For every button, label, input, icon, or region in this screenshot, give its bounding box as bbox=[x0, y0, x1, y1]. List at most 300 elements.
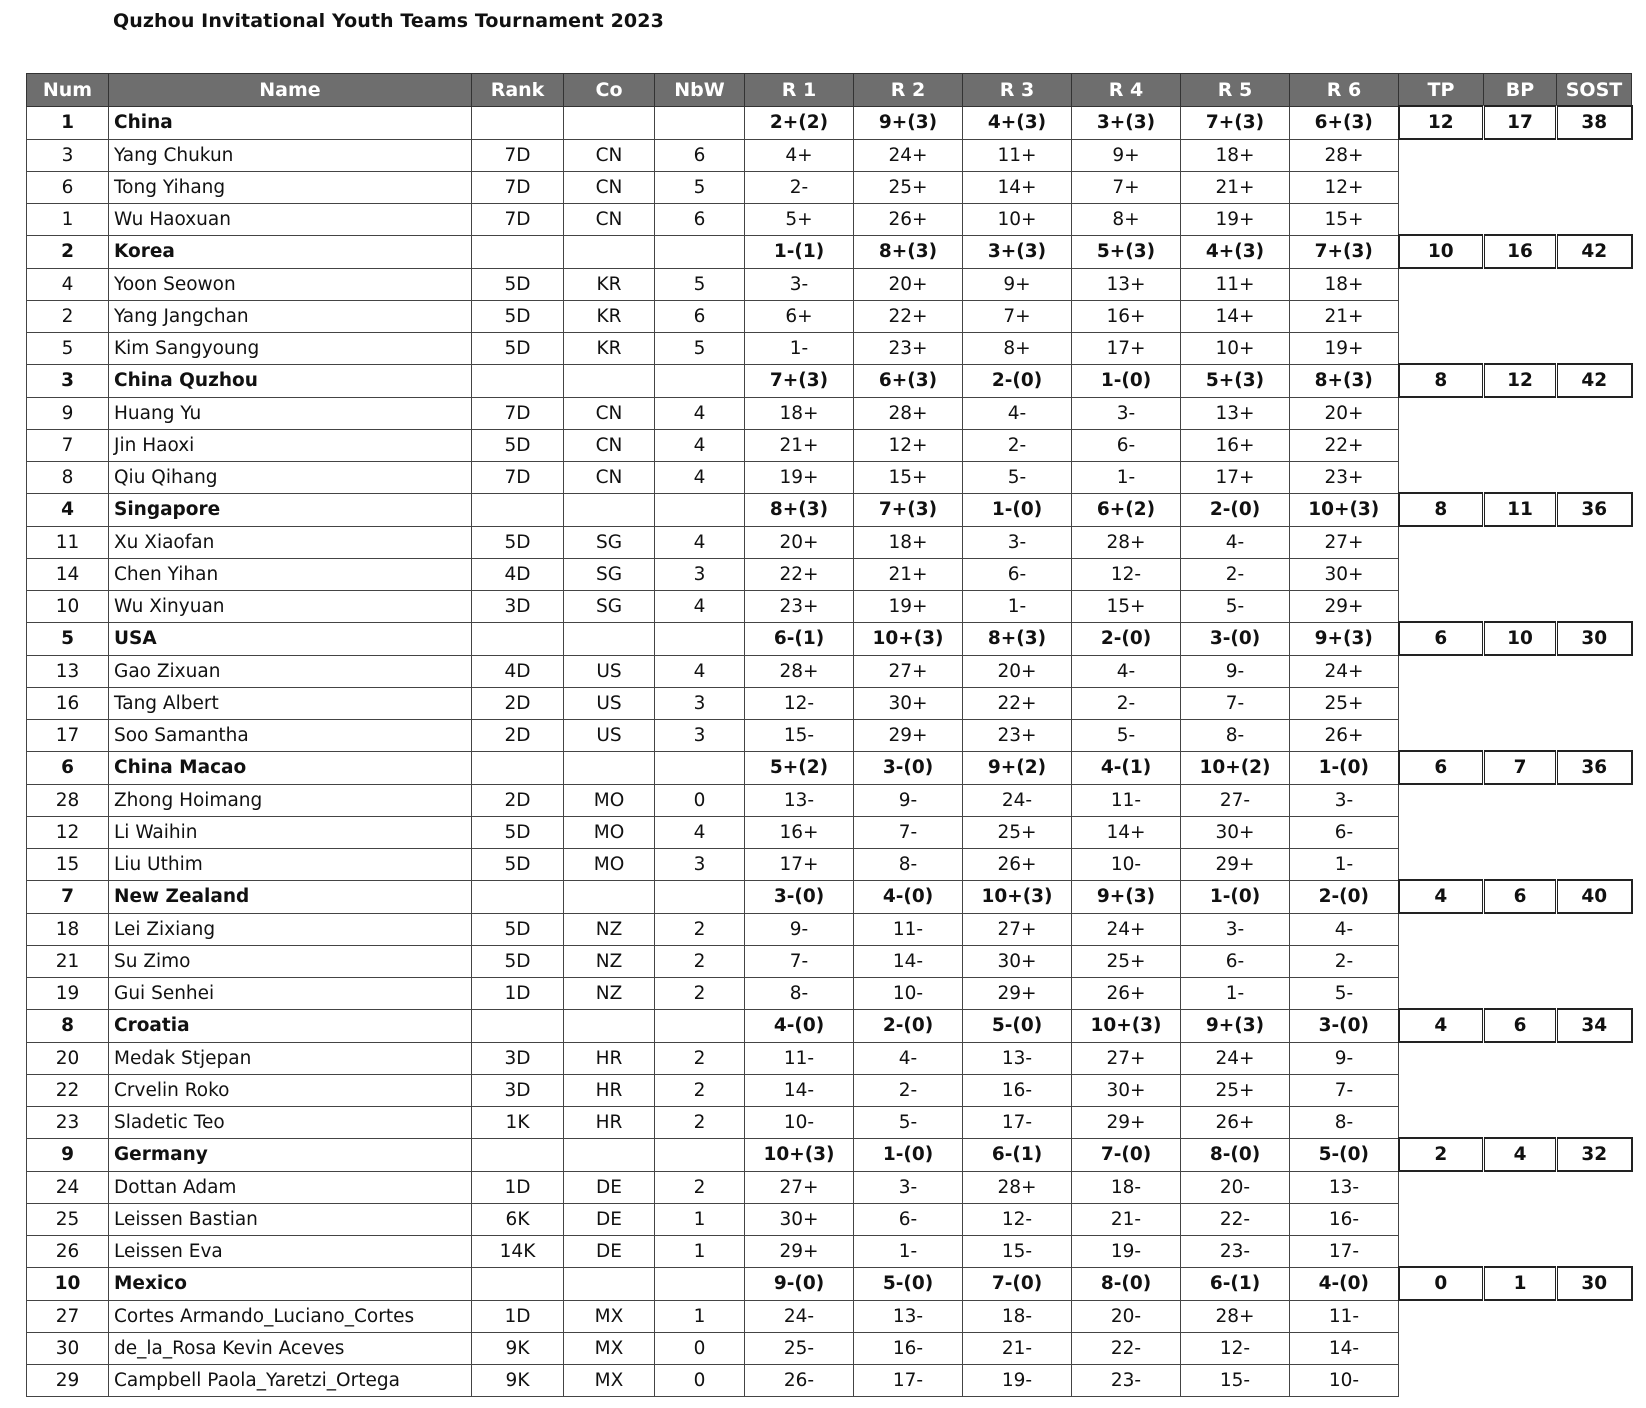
player-round-result: 12- bbox=[963, 1203, 1072, 1235]
team-tp: 8 bbox=[1399, 493, 1484, 526]
empty-cell bbox=[1399, 719, 1484, 751]
team-round-result: 8+(3) bbox=[963, 622, 1072, 655]
player-name: Huang Yu bbox=[109, 397, 472, 429]
empty-cell bbox=[1557, 1106, 1632, 1138]
player-round-result: 13- bbox=[1290, 1171, 1399, 1203]
player-round-result: 29+ bbox=[745, 1235, 854, 1267]
empty-cell bbox=[1557, 526, 1632, 558]
team-round-result: 4-(0) bbox=[1290, 1267, 1399, 1300]
player-round-result: 26+ bbox=[1290, 719, 1399, 751]
player-round-result: 11+ bbox=[1181, 268, 1290, 300]
player-num: 11 bbox=[27, 526, 109, 558]
player-nbw: 4 bbox=[655, 397, 745, 429]
team-round-result: 7+(3) bbox=[854, 493, 963, 526]
player-nbw: 2 bbox=[655, 913, 745, 945]
player-name: Su Zimo bbox=[109, 945, 472, 977]
player-round-result: 27+ bbox=[1290, 526, 1399, 558]
player-rank: 5D bbox=[472, 848, 564, 880]
player-name: Chen Yihan bbox=[109, 558, 472, 590]
player-num: 7 bbox=[27, 429, 109, 461]
player-round-result: 3- bbox=[745, 268, 854, 300]
player-row bbox=[27, 429, 1632, 461]
player-round-result: 6- bbox=[1072, 429, 1181, 461]
player-nbw: 6 bbox=[655, 139, 745, 171]
team-name: Mexico bbox=[109, 1267, 472, 1300]
player-country: KR bbox=[564, 268, 655, 300]
team-nbw bbox=[655, 880, 745, 913]
team-round-result: 8-(0) bbox=[1181, 1138, 1290, 1171]
empty-cell bbox=[1557, 558, 1632, 590]
player-rank: 5D bbox=[472, 429, 564, 461]
empty-cell bbox=[1484, 526, 1557, 558]
empty-cell bbox=[1399, 1332, 1484, 1364]
player-round-result: 4- bbox=[1290, 913, 1399, 945]
empty-cell bbox=[1557, 590, 1632, 622]
player-num: 28 bbox=[27, 784, 109, 816]
player-row bbox=[27, 913, 1632, 945]
player-nbw: 5 bbox=[655, 268, 745, 300]
player-round-result: 1- bbox=[1072, 461, 1181, 493]
header-r2: R 2 bbox=[854, 74, 963, 107]
team-rank bbox=[472, 751, 564, 784]
player-round-result: 29+ bbox=[1290, 590, 1399, 622]
team-nbw bbox=[655, 1267, 745, 1300]
empty-cell bbox=[1399, 1171, 1484, 1203]
player-round-result: 14- bbox=[1290, 1332, 1399, 1364]
empty-cell bbox=[1399, 1042, 1484, 1074]
team-rank bbox=[472, 106, 564, 139]
team-round-result: 1-(0) bbox=[963, 493, 1072, 526]
team-name: China Quzhou bbox=[109, 364, 472, 397]
player-round-result: 22+ bbox=[963, 687, 1072, 719]
empty-cell bbox=[1399, 590, 1484, 622]
player-row bbox=[27, 1300, 1632, 1332]
player-round-result: 30+ bbox=[963, 945, 1072, 977]
team-round-result: 6+(2) bbox=[1072, 493, 1181, 526]
team-round-result: 8+(3) bbox=[854, 235, 963, 268]
team-round-result: 10+(3) bbox=[745, 1138, 854, 1171]
player-round-result: 1- bbox=[963, 590, 1072, 622]
player-country: HR bbox=[564, 1106, 655, 1138]
team-rank bbox=[472, 1138, 564, 1171]
player-round-result: 27+ bbox=[854, 655, 963, 687]
player-row bbox=[27, 1171, 1632, 1203]
player-rank: 2D bbox=[472, 719, 564, 751]
header-bp: BP bbox=[1484, 74, 1557, 107]
player-round-result: 26+ bbox=[1072, 977, 1181, 1009]
team-nbw bbox=[655, 235, 745, 268]
player-round-result: 30+ bbox=[854, 687, 963, 719]
team-round-result: 7+(3) bbox=[745, 364, 854, 397]
player-round-result: 16+ bbox=[745, 816, 854, 848]
player-row bbox=[27, 1364, 1632, 1396]
player-country: NZ bbox=[564, 913, 655, 945]
player-name: Yang Chukun bbox=[109, 139, 472, 171]
player-name: Yang Jangchan bbox=[109, 300, 472, 332]
player-round-result: 2- bbox=[1290, 945, 1399, 977]
player-country: CN bbox=[564, 139, 655, 171]
team-round-result: 1-(0) bbox=[1072, 364, 1181, 397]
team-tp: 2 bbox=[1399, 1138, 1484, 1171]
player-round-result: 10+ bbox=[963, 203, 1072, 235]
team-row bbox=[27, 622, 1632, 655]
player-row bbox=[27, 397, 1632, 429]
team-tp: 8 bbox=[1399, 364, 1484, 397]
player-row bbox=[27, 977, 1632, 1009]
player-round-result: 2- bbox=[854, 1074, 963, 1106]
player-row bbox=[27, 848, 1632, 880]
empty-cell bbox=[1484, 1364, 1557, 1396]
team-co bbox=[564, 1138, 655, 1171]
player-num: 4 bbox=[27, 268, 109, 300]
player-rank: 9K bbox=[472, 1332, 564, 1364]
team-round-result: 5-(0) bbox=[1290, 1138, 1399, 1171]
player-round-result: 9- bbox=[1181, 655, 1290, 687]
team-round-result: 2+(2) bbox=[745, 106, 854, 139]
player-round-result: 21- bbox=[963, 1332, 1072, 1364]
team-round-result: 6+(3) bbox=[854, 364, 963, 397]
player-round-result: 30+ bbox=[1181, 816, 1290, 848]
player-round-result: 7- bbox=[854, 816, 963, 848]
player-country: CN bbox=[564, 461, 655, 493]
player-name: Zhong Hoimang bbox=[109, 784, 472, 816]
empty-cell bbox=[1484, 332, 1557, 364]
team-tp: 4 bbox=[1399, 880, 1484, 913]
empty-cell bbox=[1484, 139, 1557, 171]
empty-cell bbox=[1557, 1074, 1632, 1106]
empty-cell bbox=[1557, 977, 1632, 1009]
player-num: 2 bbox=[27, 300, 109, 332]
team-round-result: 3+(3) bbox=[963, 235, 1072, 268]
team-row bbox=[27, 751, 1632, 784]
team-round-result: 9+(3) bbox=[1072, 880, 1181, 913]
player-nbw: 0 bbox=[655, 1332, 745, 1364]
empty-cell bbox=[1399, 558, 1484, 590]
player-rank: 7D bbox=[472, 397, 564, 429]
player-round-result: 28+ bbox=[854, 397, 963, 429]
player-round-result: 19- bbox=[963, 1364, 1072, 1396]
team-round-result: 4-(0) bbox=[745, 1009, 854, 1042]
team-round-result: 7+(3) bbox=[1181, 106, 1290, 139]
team-round-result: 3-(0) bbox=[745, 880, 854, 913]
player-round-result: 14- bbox=[745, 1074, 854, 1106]
player-num: 14 bbox=[27, 558, 109, 590]
player-round-result: 28+ bbox=[963, 1171, 1072, 1203]
empty-cell bbox=[1484, 1300, 1557, 1332]
player-round-result: 8+ bbox=[963, 332, 1072, 364]
player-country: HR bbox=[564, 1042, 655, 1074]
player-country: MO bbox=[564, 848, 655, 880]
player-round-result: 13- bbox=[745, 784, 854, 816]
player-round-result: 18+ bbox=[1290, 268, 1399, 300]
team-rank bbox=[472, 1267, 564, 1300]
team-round-result: 10+(3) bbox=[963, 880, 1072, 913]
player-round-result: 2- bbox=[745, 171, 854, 203]
team-num: 3 bbox=[27, 364, 109, 397]
empty-cell bbox=[1484, 1203, 1557, 1235]
player-round-result: 28+ bbox=[1181, 1300, 1290, 1332]
player-name: Dottan Adam bbox=[109, 1171, 472, 1203]
player-rank: 3D bbox=[472, 590, 564, 622]
player-round-result: 27+ bbox=[745, 1171, 854, 1203]
player-nbw: 2 bbox=[655, 977, 745, 1009]
player-round-result: 2- bbox=[963, 429, 1072, 461]
team-round-result: 1-(0) bbox=[854, 1138, 963, 1171]
player-round-result: 27- bbox=[1181, 784, 1290, 816]
player-round-result: 7- bbox=[1290, 1074, 1399, 1106]
player-round-result: 15- bbox=[1181, 1364, 1290, 1396]
player-round-result: 11- bbox=[854, 913, 963, 945]
team-tp: 4 bbox=[1399, 1009, 1484, 1042]
player-row bbox=[27, 590, 1632, 622]
player-name: Lei Zixiang bbox=[109, 913, 472, 945]
empty-cell bbox=[1557, 332, 1632, 364]
player-name: Leissen Bastian bbox=[109, 1203, 472, 1235]
empty-cell bbox=[1557, 913, 1632, 945]
player-round-result: 8- bbox=[1181, 719, 1290, 751]
team-round-result: 2-(0) bbox=[1181, 493, 1290, 526]
player-nbw: 4 bbox=[655, 526, 745, 558]
player-name: Leissen Eva bbox=[109, 1235, 472, 1267]
team-nbw bbox=[655, 622, 745, 655]
player-round-result: 13- bbox=[963, 1042, 1072, 1074]
header-r6: R 6 bbox=[1290, 74, 1399, 107]
team-name: Korea bbox=[109, 235, 472, 268]
player-rank: 5D bbox=[472, 526, 564, 558]
empty-cell bbox=[1484, 300, 1557, 332]
player-nbw: 3 bbox=[655, 558, 745, 590]
team-row bbox=[27, 1138, 1632, 1171]
player-round-result: 19+ bbox=[854, 590, 963, 622]
player-round-result: 19+ bbox=[745, 461, 854, 493]
team-sost: 34 bbox=[1557, 1009, 1632, 1042]
player-round-result: 27+ bbox=[963, 913, 1072, 945]
player-round-result: 21+ bbox=[854, 558, 963, 590]
player-round-result: 26+ bbox=[854, 203, 963, 235]
team-round-result: 1-(1) bbox=[745, 235, 854, 268]
team-row bbox=[27, 235, 1632, 268]
team-round-result: 8+(3) bbox=[745, 493, 854, 526]
team-bp: 12 bbox=[1484, 364, 1557, 397]
team-round-result: 5+(2) bbox=[745, 751, 854, 784]
team-num: 7 bbox=[27, 880, 109, 913]
team-round-result: 3-(0) bbox=[1181, 622, 1290, 655]
player-name: Tong Yihang bbox=[109, 171, 472, 203]
player-num: 30 bbox=[27, 1332, 109, 1364]
empty-cell bbox=[1484, 687, 1557, 719]
player-name: Xu Xiaofan bbox=[109, 526, 472, 558]
team-num: 8 bbox=[27, 1009, 109, 1042]
team-name: Germany bbox=[109, 1138, 472, 1171]
header-sost: SOST bbox=[1557, 74, 1632, 107]
player-num: 29 bbox=[27, 1364, 109, 1396]
player-rank: 14K bbox=[472, 1235, 564, 1267]
team-round-result: 10+(2) bbox=[1181, 751, 1290, 784]
player-nbw: 1 bbox=[655, 1203, 745, 1235]
player-round-result: 6- bbox=[1181, 945, 1290, 977]
player-row bbox=[27, 816, 1632, 848]
player-round-result: 22+ bbox=[854, 300, 963, 332]
player-rank: 5D bbox=[472, 300, 564, 332]
header-name: Name bbox=[109, 74, 472, 107]
player-country: US bbox=[564, 655, 655, 687]
empty-cell bbox=[1484, 590, 1557, 622]
player-round-result: 3- bbox=[1290, 784, 1399, 816]
empty-cell bbox=[1557, 848, 1632, 880]
team-round-result: 2-(0) bbox=[1072, 622, 1181, 655]
player-round-result: 4- bbox=[963, 397, 1072, 429]
empty-cell bbox=[1399, 1235, 1484, 1267]
standings-body bbox=[27, 106, 1632, 1396]
player-round-result: 12- bbox=[1072, 558, 1181, 590]
player-round-result: 12- bbox=[1181, 1332, 1290, 1364]
player-round-result: 1- bbox=[1290, 848, 1399, 880]
empty-cell bbox=[1484, 913, 1557, 945]
empty-cell bbox=[1557, 139, 1632, 171]
player-round-result: 20+ bbox=[745, 526, 854, 558]
player-round-result: 24+ bbox=[1290, 655, 1399, 687]
player-round-result: 10- bbox=[854, 977, 963, 1009]
team-co bbox=[564, 106, 655, 139]
team-rank bbox=[472, 622, 564, 655]
player-round-result: 19+ bbox=[1181, 203, 1290, 235]
team-rank bbox=[472, 880, 564, 913]
player-round-result: 10+ bbox=[1181, 332, 1290, 364]
empty-cell bbox=[1484, 268, 1557, 300]
player-country: SG bbox=[564, 558, 655, 590]
player-country: MO bbox=[564, 816, 655, 848]
player-nbw: 4 bbox=[655, 816, 745, 848]
team-num: 4 bbox=[27, 493, 109, 526]
player-round-result: 9- bbox=[1290, 1042, 1399, 1074]
player-nbw: 4 bbox=[655, 429, 745, 461]
team-round-result: 10+(3) bbox=[854, 622, 963, 655]
team-round-result: 5+(3) bbox=[1072, 235, 1181, 268]
empty-cell bbox=[1399, 332, 1484, 364]
empty-cell bbox=[1557, 300, 1632, 332]
player-round-result: 22- bbox=[1072, 1332, 1181, 1364]
team-round-result: 4+(3) bbox=[963, 106, 1072, 139]
team-tp: 12 bbox=[1399, 106, 1484, 139]
player-round-result: 16- bbox=[1290, 1203, 1399, 1235]
player-num: 6 bbox=[27, 171, 109, 203]
player-rank: 4D bbox=[472, 558, 564, 590]
player-round-result: 1- bbox=[1181, 977, 1290, 1009]
team-nbw bbox=[655, 493, 745, 526]
player-round-result: 14+ bbox=[1181, 300, 1290, 332]
team-nbw bbox=[655, 1009, 745, 1042]
player-rank: 2D bbox=[472, 687, 564, 719]
player-round-result: 26+ bbox=[1181, 1106, 1290, 1138]
team-co bbox=[564, 1267, 655, 1300]
player-round-result: 19+ bbox=[1290, 332, 1399, 364]
team-row bbox=[27, 493, 1632, 526]
team-round-result: 3-(0) bbox=[1290, 1009, 1399, 1042]
player-round-result: 17- bbox=[854, 1364, 963, 1396]
empty-cell bbox=[1399, 171, 1484, 203]
player-nbw: 2 bbox=[655, 1171, 745, 1203]
player-round-result: 24- bbox=[963, 784, 1072, 816]
player-round-result: 8+ bbox=[1072, 203, 1181, 235]
player-round-result: 24+ bbox=[854, 139, 963, 171]
player-name: Medak Stjepan bbox=[109, 1042, 472, 1074]
player-round-result: 21+ bbox=[1181, 171, 1290, 203]
header-nbw: NbW bbox=[655, 74, 745, 107]
player-nbw: 2 bbox=[655, 945, 745, 977]
player-round-result: 18+ bbox=[745, 397, 854, 429]
player-round-result: 24+ bbox=[1181, 1042, 1290, 1074]
empty-cell bbox=[1484, 719, 1557, 751]
player-rank: 1D bbox=[472, 1171, 564, 1203]
player-round-result: 5- bbox=[1181, 590, 1290, 622]
player-nbw: 1 bbox=[655, 1235, 745, 1267]
player-round-result: 17- bbox=[963, 1106, 1072, 1138]
player-round-result: 22+ bbox=[745, 558, 854, 590]
team-round-result: 5-(0) bbox=[854, 1267, 963, 1300]
team-co bbox=[564, 364, 655, 397]
player-rank: 7D bbox=[472, 139, 564, 171]
player-round-result: 6+ bbox=[745, 300, 854, 332]
player-nbw: 6 bbox=[655, 203, 745, 235]
player-row bbox=[27, 655, 1632, 687]
player-row bbox=[27, 1332, 1632, 1364]
empty-cell bbox=[1484, 784, 1557, 816]
player-round-result: 23+ bbox=[745, 590, 854, 622]
player-country: NZ bbox=[564, 945, 655, 977]
player-round-result: 18+ bbox=[854, 526, 963, 558]
team-num: 5 bbox=[27, 622, 109, 655]
player-round-result: 5+ bbox=[745, 203, 854, 235]
player-num: 21 bbox=[27, 945, 109, 977]
player-rank: 5D bbox=[472, 332, 564, 364]
team-bp: 10 bbox=[1484, 622, 1557, 655]
team-round-result: 9+(3) bbox=[1181, 1009, 1290, 1042]
player-round-result: 13- bbox=[854, 1300, 963, 1332]
empty-cell bbox=[1557, 1042, 1632, 1074]
empty-cell bbox=[1557, 1235, 1632, 1267]
empty-cell bbox=[1557, 268, 1632, 300]
empty-cell bbox=[1557, 816, 1632, 848]
player-round-result: 9+ bbox=[963, 268, 1072, 300]
player-round-result: 20+ bbox=[963, 655, 1072, 687]
player-round-result: 30+ bbox=[745, 1203, 854, 1235]
player-round-result: 10- bbox=[1290, 1364, 1399, 1396]
team-round-result: 1-(0) bbox=[1181, 880, 1290, 913]
player-round-result: 15+ bbox=[854, 461, 963, 493]
empty-cell bbox=[1399, 687, 1484, 719]
player-round-result: 29+ bbox=[854, 719, 963, 751]
team-row bbox=[27, 106, 1632, 139]
team-row bbox=[27, 1009, 1632, 1042]
team-round-result: 9-(0) bbox=[745, 1267, 854, 1300]
player-name: Tang Albert bbox=[109, 687, 472, 719]
team-sost: 36 bbox=[1557, 493, 1632, 526]
empty-cell bbox=[1557, 1203, 1632, 1235]
team-co bbox=[564, 1009, 655, 1042]
player-round-result: 18- bbox=[1072, 1171, 1181, 1203]
player-round-result: 27+ bbox=[1072, 1042, 1181, 1074]
player-num: 23 bbox=[27, 1106, 109, 1138]
player-name: Qiu Qihang bbox=[109, 461, 472, 493]
player-nbw: 4 bbox=[655, 655, 745, 687]
player-row bbox=[27, 687, 1632, 719]
empty-cell bbox=[1484, 1235, 1557, 1267]
team-sost: 30 bbox=[1557, 1267, 1632, 1300]
team-round-result: 1-(0) bbox=[1290, 751, 1399, 784]
player-round-result: 17+ bbox=[1072, 332, 1181, 364]
player-round-result: 17- bbox=[1290, 1235, 1399, 1267]
empty-cell bbox=[1484, 397, 1557, 429]
